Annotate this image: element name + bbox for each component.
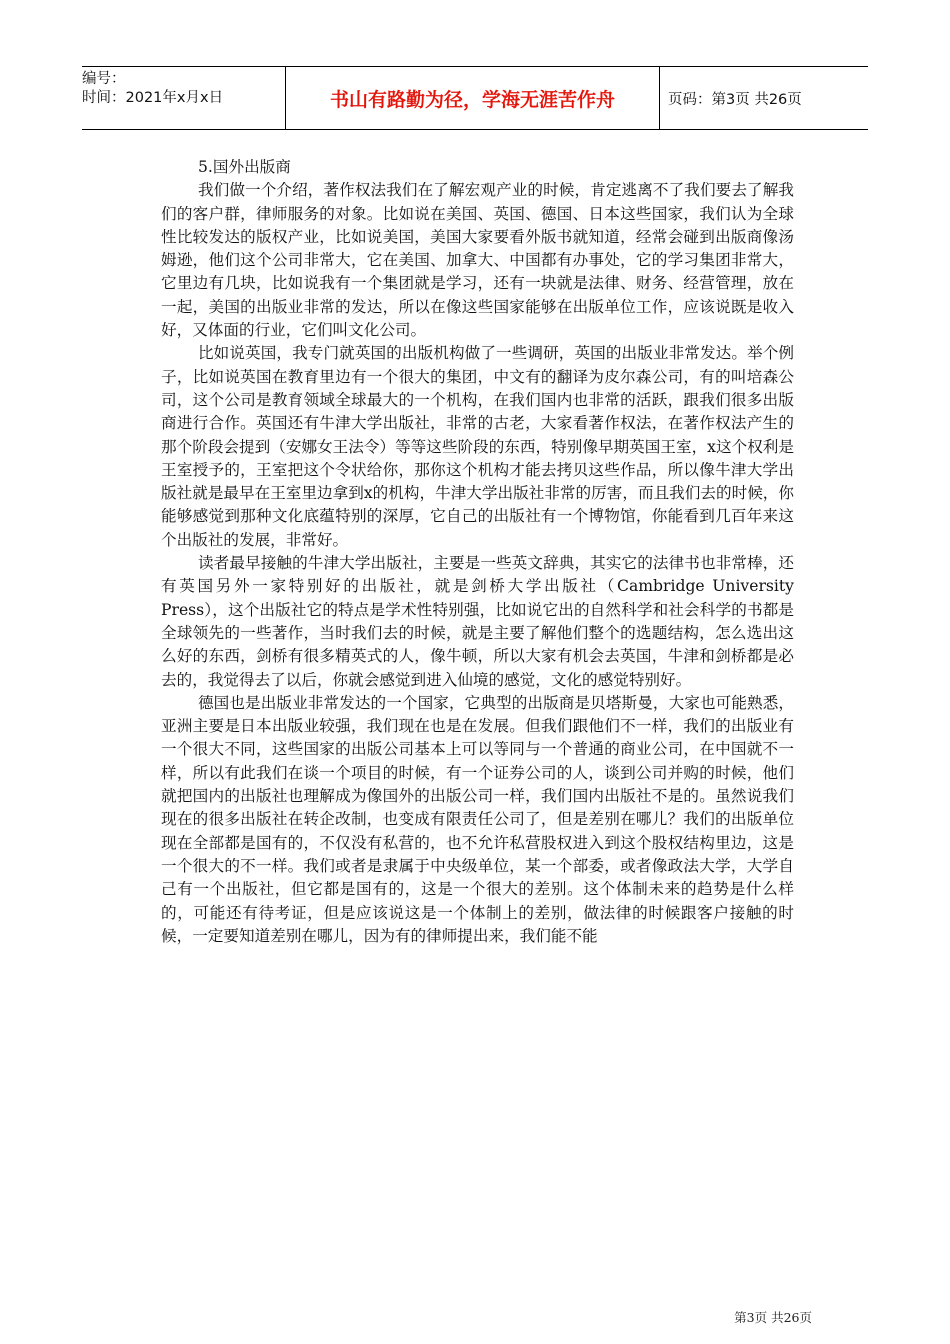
body-paragraph: 比如说英国，我专门就英国的出版机构做了一些调研，英国的出版业非常发达。举个例子，比如说英国在教育里边有一个很大的集团，中文有的翻译为皮尔森公司，有的叫培森公司，这个公司是教育领域全球最大的一个机构，在我们国内也非常的活跃，跟我们很多出版商进行合作。英国还有牛津大学出版社，非常的古老，大家看著作权法，在著作权法产生的那个阶段会提到（安娜女王法令）等等这些阶段的东西，特别像早期英国王室，x这个权利是王室授予的，王室把这个令状给你，那你这个机构才能去拷贝这些作品，所以像牛津大学出版社就是最早在王室里边拿到x的机构，牛津大学出版社非常的厉害，而且我们去的时候，你能够感觉到那种文化底蕴特别的深厚，它自己的出版社有一个博物馆，你能看到几百年来这个出版社的发展，非常好。	[161, 344, 794, 549]
body-paragraph: 德国也是出版业非常发达的一个国家，它典型的出版商是贝塔斯曼，大家也可能熟悉，亚洲主要是日本出版业较强，我们现在也是在发展。但我们跟他们不一样，我们的出版业有一个很大不同，这些国家的出版公司基本上可以等同与一个普通的商业公司，在中国就不一样，所以有此我们在谈一个项目的时候，有一个证券公司的人，谈到公司并购的时候，他们就把国内的出版社也理解成为像国外的出版公司一样，我们国内出版社不是的。虽然说我们现在的很多出版社在转企改制，也变成有限责任公司了，但是差别在哪儿？我们的出版单位现在全部都是国有的，不仅没有私营的，也不允许私营股权进入到这个股权结构里边，这是一个很大的不一样。我们或者是隶属于中央级单位，某一个部委，或者像政法大学，大学自己有一个出版社，但它都是国有的，这是一个很大的差别。这个体制未来的趋势是什么样的，可能还有待考证，但是应该说这是一个体制上的差别，做法律的时候跟客户接触的时候，一定要知道差别在哪儿，因为有的律师提出来，我们能不能	[161, 693, 794, 945]
document-date-label: 时间：2021年x月x日	[82, 90, 224, 106]
header-page-info: 页码：第3页 共26页	[668, 91, 802, 108]
page-footer: 第3页 共26页	[734, 1310, 812, 1325]
header-meta	[82, 67, 285, 129]
header-motto: 书山有路勤为径，学海无涯苦作舟	[285, 67, 660, 129]
body-paragraph: 读者最早接触的牛津大学出版社，主要是一些英文辞典，其实它的法律书也非常棒，还有英国另外一家特别好的出版社，就是剑桥大学出版社（Cambridge University Press），这个出版社它的特点是学术性特别强，比如说它出的自然科学和社会科学的书都是全球领先的一些著作，当时我们去的时候，就是主要了解他们整个的选题结构，怎么选出这么好的东西，剑桥有很多精英式的人，像牛顿，所以大家有机会去英国，牛津和剑桥都是必去的，我觉得去了以后，你就会感觉到进入仙境的感觉，文化的感觉特别好。	[161, 554, 794, 689]
body-paragraph: 我们做一个介绍，著作权法我们在了解宏观产业的时候，肯定逃离不了我们要去了解我们的客户群，律师服务的对象。比如说在美国、英国、德国、日本这些国家，我们认为全球性比较发达的版权产业，比如说美国，美国大家要看外版书就知道，经常会碰到出版商像汤姆逊，他们这个公司非常大，它在美国、加拿大、中国都有办事处，它的学习集团非常大，它里边有几块，比如说我有一个集团就是学习，还有一块就是法律、财务、经营管理，放在一起，美国的出版业非常的发达，所以在像这些国家能够在出版单位工作，应该说既是收入好，又体面的行业，它们叫文化公司。	[161, 181, 794, 340]
section-heading: 5.国外出版商	[198, 158, 291, 176]
document-number-label: 编号：	[82, 71, 126, 87]
document-body	[161, 156, 794, 948]
page-header	[82, 66, 868, 130]
